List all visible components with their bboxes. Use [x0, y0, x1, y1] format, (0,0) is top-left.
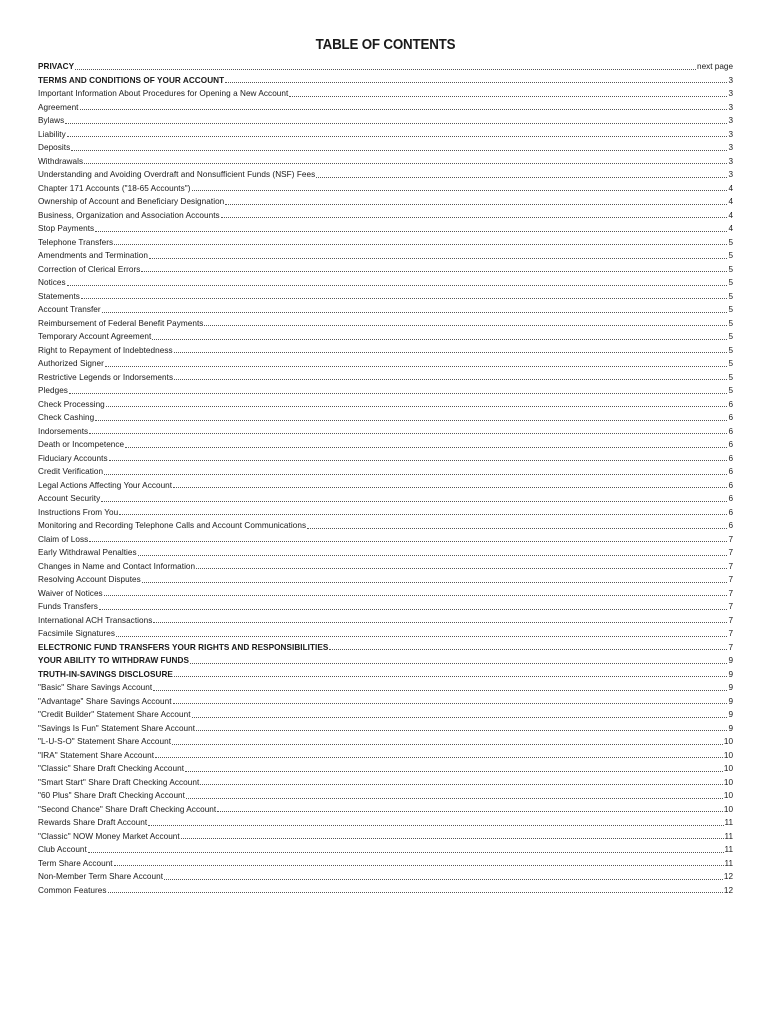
- toc-entry-label: Waiver of Notices: [38, 588, 103, 598]
- toc-entry-page-number: 5: [728, 318, 733, 328]
- dot-leader: [192, 716, 728, 718]
- toc-entry[interactable]: [38, 830, 733, 844]
- toc-entry-page-number: 11: [724, 818, 733, 827]
- toc-entry-label: Common Features: [38, 885, 107, 895]
- toc-entry[interactable]: [38, 843, 733, 857]
- toc-entry-label: Credit Verification: [38, 467, 104, 476]
- toc-entry[interactable]: [38, 209, 733, 223]
- toc-entry-label: Reimbursement of Federal Benefit Payments: [38, 318, 204, 328]
- toc-entry-page-number: 7: [728, 615, 733, 625]
- toc-entry-page-number: 4: [728, 197, 733, 206]
- toc-entry[interactable]: [38, 573, 733, 587]
- dot-leader: [101, 500, 727, 502]
- toc-entry-label: PRIVACY: [38, 62, 75, 71]
- dot-leader: [316, 176, 727, 178]
- toc-entry-page-number: 3: [728, 89, 733, 98]
- toc-entry[interactable]: [38, 884, 733, 898]
- dot-leader: [225, 81, 727, 83]
- dot-leader: [153, 621, 727, 623]
- toc-entry-label: Liability: [38, 129, 66, 139]
- toc-entry-page-number: 5: [728, 264, 733, 274]
- dot-leader: [173, 702, 728, 704]
- toc-entry[interactable]: [38, 155, 733, 169]
- toc-entry-label: TERMS AND CONDITIONS OF YOUR ACCOUNT: [38, 75, 225, 85]
- toc-entry-label: Right to Repayment of Indebtedness: [38, 345, 173, 355]
- toc-entry-label: Account Security: [38, 494, 101, 503]
- toc-entry-page-number: 9: [728, 683, 733, 692]
- toc-entry-page-number: 6: [728, 480, 733, 490]
- dot-leader: [142, 581, 728, 583]
- toc-entry[interactable]: [38, 722, 733, 736]
- dot-leader: [186, 797, 723, 799]
- toc-entry[interactable]: [38, 560, 733, 574]
- toc-entry-page-number: 10: [723, 764, 733, 773]
- dot-leader: [119, 513, 727, 515]
- toc-entry-page-number: 6: [728, 426, 733, 436]
- toc-entry-label: "L-U-S-O" Statement Share Account: [38, 737, 172, 746]
- toc-entry-page-number: 6: [728, 453, 733, 463]
- toc-entry-label: Important Information About Procedures for Opening a New Account: [38, 89, 289, 98]
- dot-leader: [104, 594, 728, 596]
- toc-entry[interactable]: [38, 60, 733, 74]
- toc-entry-page-number: 12: [723, 872, 733, 881]
- toc-entry[interactable]: [38, 344, 733, 358]
- toc-entry[interactable]: [38, 371, 733, 385]
- toc-entry-label: Changes in Name and Contact Information: [38, 561, 196, 571]
- toc-entry[interactable]: [38, 506, 733, 520]
- toc-entry-label: Legal Actions Affecting Your Account: [38, 480, 173, 490]
- toc-entry-label: "Classic" NOW Money Market Account: [38, 831, 180, 841]
- toc-entry-label: Deposits: [38, 143, 71, 152]
- toc-entry-page-number: 10: [723, 737, 733, 746]
- toc-entry[interactable]: [38, 681, 733, 695]
- toc-entry-page-number: 7: [728, 602, 733, 611]
- toc-entry-label: Authorized Signer: [38, 359, 104, 368]
- toc-entry[interactable]: [38, 735, 733, 749]
- toc-entry[interactable]: [38, 236, 733, 250]
- toc-entry-label: "60 Plus" Share Draft Checking Account: [38, 791, 185, 800]
- toc-entry-label: ELECTRONIC FUND TRANSFERS YOUR RIGHTS AND RESPONSIBILITIES: [38, 642, 329, 652]
- toc-entry[interactable]: [38, 384, 733, 398]
- toc-entry-label: Facsimile Signatures: [38, 629, 115, 638]
- dot-leader: [181, 837, 724, 839]
- dot-leader: [225, 203, 727, 205]
- toc-entry-label: Understanding and Avoiding Overdraft and Nonsufficient Funds (NSF) Fees: [38, 170, 316, 179]
- toc-entry-label: "Basic" Share Savings Account: [38, 683, 153, 692]
- toc-entry-page-number: 6: [728, 399, 733, 409]
- dot-leader: [148, 824, 723, 826]
- toc-entry-page-number: 7: [728, 561, 733, 571]
- dot-leader: [65, 122, 727, 124]
- toc-entry-label: Check Cashing: [38, 413, 95, 422]
- toc-entry[interactable]: [38, 357, 733, 371]
- toc-entry[interactable]: [38, 654, 733, 668]
- dot-leader: [80, 108, 728, 110]
- toc-entry[interactable]: [38, 290, 733, 304]
- toc-entry-page-number: 10: [723, 791, 733, 800]
- toc-entry-label: TRUTH-IN-SAVINGS DISCLOSURE: [38, 669, 173, 679]
- dot-leader: [200, 783, 723, 785]
- toc-entry-page-number: 7: [728, 588, 733, 598]
- toc-entry[interactable]: [38, 465, 733, 479]
- dot-leader: [174, 675, 728, 677]
- toc-entry-label: "Second Chance" Share Draft Checking Account: [38, 804, 217, 814]
- toc-entry[interactable]: [38, 249, 733, 263]
- toc-entry-label: Pledges: [38, 386, 68, 395]
- toc-entry[interactable]: [38, 317, 733, 331]
- toc-entry-label: "Savings Is Fun" Statement Share Account: [38, 723, 196, 733]
- document-page: [38, 36, 733, 897]
- dot-leader: [84, 162, 727, 164]
- toc-entry[interactable]: [38, 803, 733, 817]
- dot-leader: [95, 230, 727, 232]
- toc-entry[interactable]: [38, 141, 733, 155]
- dot-leader: [95, 419, 727, 421]
- dot-leader: [116, 635, 727, 637]
- toc-entry[interactable]: [38, 479, 733, 493]
- dot-leader: [138, 554, 728, 556]
- toc-entry-label: Claim of Loss: [38, 534, 89, 544]
- dot-leader: [289, 95, 727, 97]
- toc-entry[interactable]: [38, 263, 733, 277]
- toc-entry-label: Telephone Transfers: [38, 237, 114, 247]
- dot-leader: [67, 135, 728, 137]
- dot-leader: [104, 473, 727, 475]
- toc-entry-label: Non-Member Term Share Account: [38, 872, 164, 881]
- dot-leader: [109, 459, 728, 461]
- toc-entry-page-number: 9: [728, 656, 733, 665]
- toc-entry-page-number: 6: [728, 413, 733, 422]
- toc-entry-label: Statements: [38, 291, 80, 301]
- dot-leader: [153, 689, 727, 691]
- dot-leader: [196, 729, 727, 731]
- toc-entry-page-number: 6: [728, 521, 733, 530]
- dot-leader: [89, 540, 727, 542]
- toc-entry-label: Early Withdrawal Penalties: [38, 548, 137, 557]
- toc-entry-page-number: 9: [728, 723, 733, 733]
- toc-entry-label: "Advantage" Share Savings Account: [38, 696, 172, 706]
- toc-entry-page-number: 4: [728, 224, 733, 233]
- toc-entry-page-number: 5: [728, 332, 733, 341]
- toc-entry[interactable]: [38, 546, 733, 560]
- dot-leader: [105, 365, 728, 367]
- toc-entry[interactable]: [38, 128, 733, 142]
- table-of-contents-list: [38, 60, 733, 897]
- dot-leader: [71, 149, 727, 151]
- toc-entry-page-number: 3: [728, 170, 733, 179]
- dot-leader: [172, 743, 723, 745]
- toc-entry-label: Notices: [38, 278, 66, 287]
- dot-leader: [217, 810, 723, 812]
- toc-entry-page-number: 12: [723, 885, 733, 895]
- toc-entry-label: Indorsements: [38, 426, 89, 436]
- toc-entry[interactable]: [38, 452, 733, 466]
- toc-entry-page-number: 3: [728, 102, 733, 112]
- dot-leader: [190, 662, 727, 664]
- dot-leader: [114, 243, 727, 245]
- toc-entry[interactable]: [38, 789, 733, 803]
- toc-entry[interactable]: [38, 668, 733, 682]
- toc-entry[interactable]: [38, 641, 733, 655]
- toc-entry-page-number: 7: [728, 629, 733, 638]
- toc-entry[interactable]: [38, 398, 733, 412]
- dot-leader: [192, 189, 728, 191]
- dot-leader: [114, 864, 724, 866]
- dot-leader: [149, 257, 728, 259]
- toc-entry-label: "Credit Builder" Statement Share Account: [38, 710, 191, 719]
- toc-entry[interactable]: [38, 749, 733, 763]
- toc-entry[interactable]: [38, 600, 733, 614]
- toc-entry-page-number: 5: [728, 305, 733, 314]
- toc-entry-page-number: 3: [728, 156, 733, 166]
- dot-leader: [204, 324, 727, 326]
- dot-leader: [164, 878, 723, 880]
- toc-entry-page-number: 5: [728, 237, 733, 247]
- toc-entry[interactable]: [38, 195, 733, 209]
- toc-entry-label: "Classic" Share Draft Checking Account: [38, 764, 185, 773]
- dot-leader: [102, 311, 728, 313]
- toc-entry-page-number: 5: [728, 291, 733, 301]
- dot-leader: [329, 648, 727, 650]
- toc-entry[interactable]: [38, 303, 733, 317]
- dot-leader: [174, 378, 727, 380]
- toc-entry-page-number: 11: [724, 831, 733, 841]
- toc-entry-page-number: 6: [728, 440, 733, 449]
- toc-entry-page-number: 7: [728, 642, 733, 652]
- toc-entry[interactable]: [38, 101, 733, 115]
- toc-entry-label: Fiduciary Accounts: [38, 453, 108, 463]
- toc-entry-page-number: 4: [728, 183, 733, 193]
- toc-entry[interactable]: [38, 411, 733, 425]
- dot-leader: [75, 68, 696, 70]
- toc-entry-page-number: 5: [728, 372, 733, 382]
- dot-leader: [307, 527, 727, 529]
- toc-entry-label: Monitoring and Recording Telephone Calls and Account Communications: [38, 521, 307, 530]
- toc-entry-page-number: 11: [724, 845, 733, 854]
- toc-entry-label: Bylaws: [38, 116, 65, 125]
- toc-entry-page-number: 10: [723, 804, 733, 814]
- toc-entry-label: Chapter 171 Accounts ("18-65 Accounts"): [38, 183, 191, 193]
- dot-leader: [89, 432, 727, 434]
- toc-entry-label: Check Processing: [38, 399, 105, 409]
- toc-entry-label: "Smart Start" Share Draft Checking Account: [38, 777, 200, 787]
- toc-entry-label: Business, Organization and Association Accounts: [38, 210, 220, 220]
- dot-leader: [108, 891, 723, 893]
- toc-entry[interactable]: [38, 627, 733, 641]
- toc-entry-page-number: 7: [728, 534, 733, 544]
- toc-entry-page-number: 11: [724, 858, 733, 868]
- toc-entry-page-number: 3: [728, 116, 733, 125]
- toc-entry-label: Ownership of Account and Beneficiary Designation: [38, 197, 225, 206]
- dot-leader: [69, 392, 727, 394]
- toc-entry[interactable]: [38, 695, 733, 709]
- toc-entry[interactable]: [38, 533, 733, 547]
- toc-entry-label: Funds Transfers: [38, 602, 98, 611]
- dot-leader: [125, 446, 727, 448]
- toc-entry[interactable]: [38, 587, 733, 601]
- toc-entry[interactable]: [38, 708, 733, 722]
- toc-entry-label: YOUR ABILITY TO WITHDRAW FUNDS: [38, 656, 189, 665]
- toc-entry[interactable]: [38, 492, 733, 506]
- toc-entry-label: Withdrawals: [38, 156, 84, 166]
- page-title: TABLE OF CONTENTS: [315, 37, 456, 53]
- toc-entry-page-number: 10: [723, 750, 733, 760]
- toc-entry-label: International ACH Transactions: [38, 615, 153, 625]
- toc-entry[interactable]: [38, 870, 733, 884]
- toc-entry-label: Death or Incompetence: [38, 440, 125, 449]
- dot-leader: [155, 756, 723, 758]
- toc-entry-page-number: 3: [728, 143, 733, 152]
- toc-entry-label: Correction of Clerical Errors: [38, 264, 141, 274]
- toc-entry-page-number: 7: [728, 548, 733, 557]
- toc-entry-page-number: 7: [728, 575, 733, 584]
- toc-entry[interactable]: [38, 519, 733, 533]
- toc-entry-page-number: 5: [728, 345, 733, 355]
- dot-leader: [141, 270, 727, 272]
- dot-leader: [88, 851, 724, 853]
- toc-entry-label: Account Transfer: [38, 305, 101, 314]
- toc-entry-page-number: 5: [728, 278, 733, 287]
- dot-leader: [196, 567, 727, 569]
- toc-entry-page-number: 6: [728, 507, 733, 517]
- toc-entry-label: Club Account: [38, 845, 87, 854]
- toc-entry-label: Stop Payments: [38, 224, 95, 233]
- toc-entry-page-number: 5: [728, 359, 733, 368]
- toc-entry-page-number: 3: [728, 75, 733, 85]
- toc-entry[interactable]: [38, 762, 733, 776]
- toc-entry-page-number: 6: [728, 494, 733, 503]
- toc-entry[interactable]: [38, 425, 733, 439]
- dot-leader: [152, 338, 727, 340]
- toc-entry-label: "IRA" Statement Share Account: [38, 750, 155, 760]
- toc-entry[interactable]: [38, 182, 733, 196]
- toc-entry[interactable]: [38, 438, 733, 452]
- toc-entry[interactable]: [38, 614, 733, 628]
- toc-entry[interactable]: [38, 816, 733, 830]
- toc-entry-label: Resolving Account Disputes: [38, 575, 141, 584]
- toc-entry[interactable]: [38, 74, 733, 88]
- toc-entry-page-number: 4: [728, 210, 733, 220]
- dot-leader: [67, 284, 728, 286]
- toc-entry-page-number: next page: [697, 62, 733, 71]
- toc-entry-page-number: 5: [728, 386, 733, 395]
- dot-leader: [173, 486, 727, 488]
- dot-leader: [106, 405, 728, 407]
- toc-entry[interactable]: [38, 776, 733, 790]
- toc-entry-page-number: 5: [728, 251, 733, 260]
- dot-leader: [221, 216, 728, 218]
- toc-entry-label: Agreement: [38, 102, 79, 112]
- toc-entry-page-number: 9: [728, 710, 733, 719]
- toc-entry[interactable]: [38, 168, 733, 182]
- toc-entry-page-number: 9: [728, 696, 733, 706]
- toc-entry-page-number: 9: [728, 669, 733, 679]
- toc-entry-label: Temporary Account Agreement: [38, 332, 152, 341]
- toc-entry-label: Rewards Share Draft Account: [38, 818, 148, 827]
- toc-entry-label: Instructions From You: [38, 507, 119, 517]
- dot-leader: [174, 351, 728, 353]
- toc-entry-label: Restrictive Legends or Indorsements: [38, 372, 174, 382]
- toc-entry[interactable]: [38, 222, 733, 236]
- toc-entry[interactable]: [38, 114, 733, 128]
- dot-leader: [81, 297, 728, 299]
- toc-entry-page-number: 10: [723, 777, 733, 787]
- toc-entry[interactable]: [38, 330, 733, 344]
- toc-entry-label: Amendments and Termination: [38, 251, 148, 260]
- dot-leader: [99, 608, 728, 610]
- toc-entry[interactable]: [38, 857, 733, 871]
- dot-leader: [185, 770, 723, 772]
- toc-entry[interactable]: [38, 87, 733, 101]
- toc-entry-label: Term Share Account: [38, 858, 113, 868]
- toc-entry-page-number: 6: [728, 467, 733, 476]
- toc-entry-page-number: 3: [728, 129, 733, 139]
- toc-entry[interactable]: [38, 276, 733, 290]
